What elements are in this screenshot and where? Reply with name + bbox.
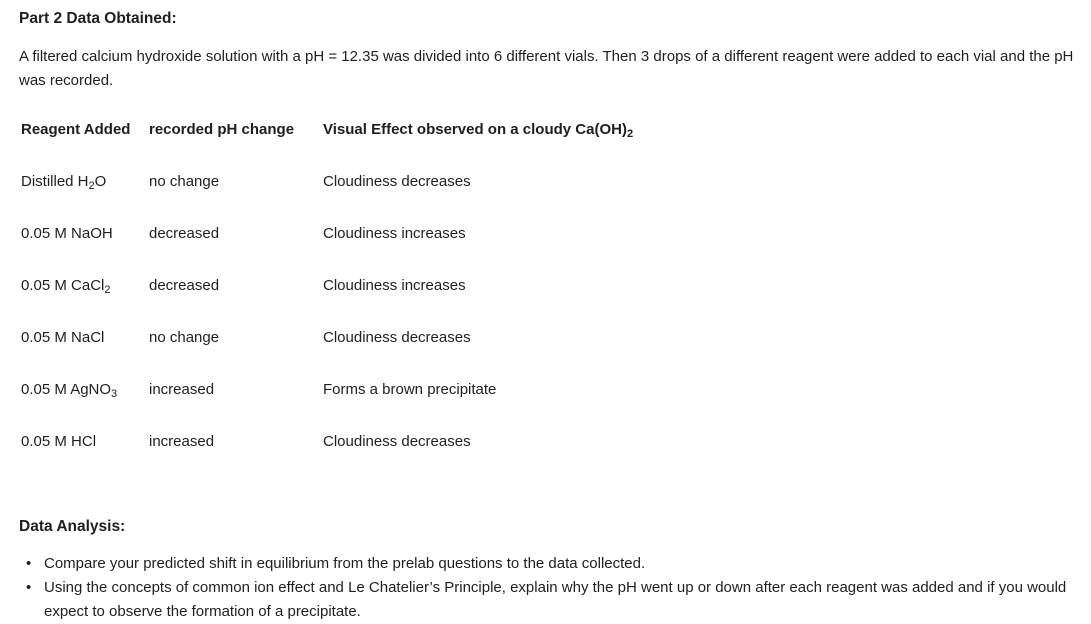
reagent-subscript: 2 xyxy=(104,284,111,296)
reagent-tail: O xyxy=(94,173,107,190)
reagent-cell xyxy=(21,277,111,294)
part2-title: Part 2 Data Obtained: xyxy=(19,10,177,27)
analysis-title: Data Analysis: xyxy=(19,518,126,535)
reagent-text: 0.05 M AgNO xyxy=(21,381,112,398)
reagent-subscript: 2 xyxy=(88,180,95,192)
ph-change-cell: increased xyxy=(149,433,215,450)
ph-change-cell: no change xyxy=(149,329,220,346)
reagent-text: Distilled H xyxy=(21,173,89,190)
part2-intro: A filtered calcium hydroxide solution with a pH = 12.35 was divided into 6 different vials. Then 3 drops of a different reagent were added to each vial and the pH was recorded. xyxy=(19,48,1074,89)
analysis-bullet: • Compare your predicted shift in equilibrium from the prelab questions to the data collected. xyxy=(44,552,1091,576)
visual-effect-cell: Cloudiness decreases xyxy=(323,329,471,346)
reagent-subscript: 3 xyxy=(111,388,118,400)
header-visual-effect xyxy=(323,121,633,138)
visual-effect-cell: Forms a brown precipitate xyxy=(323,381,497,398)
reagent-text: 0.05 M NaOH xyxy=(21,225,113,242)
visual-effect-cell: Cloudiness decreases xyxy=(323,433,471,450)
reagent-cell xyxy=(21,329,104,346)
reagent-text: 0.05 M HCl xyxy=(21,433,97,450)
header-visual-subscript: 2 xyxy=(626,128,634,140)
reagent-cell xyxy=(21,381,117,398)
visual-effect-cell: Cloudiness decreases xyxy=(323,173,471,190)
visual-effect-cell: Cloudiness increases xyxy=(323,277,466,294)
reagent-text: 0.05 M CaCl xyxy=(21,277,105,294)
header-ph-change: recorded pH change xyxy=(149,121,295,138)
header-reagent: Reagent Added xyxy=(21,121,131,138)
visual-effect-cell: Cloudiness increases xyxy=(323,225,466,242)
ph-change-cell: increased xyxy=(149,381,215,398)
reagent-cell xyxy=(21,225,113,242)
ph-change-cell: decreased xyxy=(149,277,220,294)
analysis-bullet-list xyxy=(19,552,1091,624)
reagent-cell xyxy=(21,433,96,450)
reagent-text: 0.05 M NaCl xyxy=(21,329,105,346)
ph-change-cell: decreased xyxy=(149,225,220,242)
analysis-bullet: • Using the concepts of common ion effect and Le Chatelier’s Principle, explain why the pH went up or down after each reagent was added and if you would expect to observe the formation of a precipitate. xyxy=(44,576,1091,624)
reagent-cell xyxy=(21,173,106,190)
header-visual-text: Visual Effect observed on a cloudy Ca(OH) xyxy=(323,121,627,138)
ph-change-cell: no change xyxy=(149,173,220,190)
